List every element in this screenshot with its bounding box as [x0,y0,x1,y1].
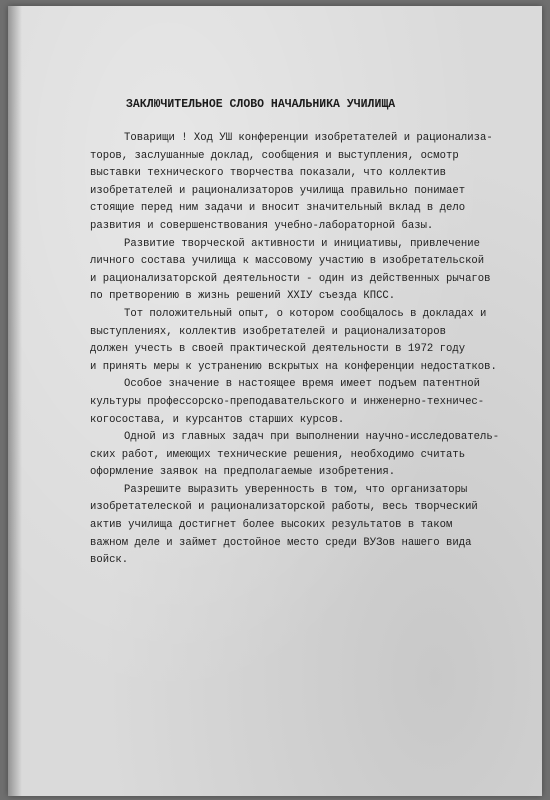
text-line: развития и совершенствования учебно-лабораторной базы. [90,219,434,232]
text-line: выступлениях, коллектив изобретателей и рационализаторов [90,325,447,338]
text-line: торов, заслушанные доклад, сообщения и выступления, осмотр [90,149,459,162]
text-line: изобретателеской и рационализаторской работы, весь творческий [90,501,478,514]
text-line: личного состава училища к массовому участию в изобретательской [90,255,485,268]
document-page [8,6,542,796]
text-line: Товарищи ! Ход УШ конференции изобретателей и рационализа- [124,132,493,144]
text-line: выставки технического творчества показали, что коллектив [90,167,447,180]
text-line: изобретателей и рационализаторов училища правильно понимает [90,184,466,197]
document-title: ЗАКЛЮЧИТЕЛЬНОЕ СЛОВО НАЧАЛЬНИКА УЧИЛИЩА [126,98,396,111]
text-line: по претворению в жизнь решений ХХIУ съезда КПСС. [90,290,396,303]
text-line: Разрешите выразить уверенность в том, что организаторы [124,483,468,496]
text-line: важном деле и займет достойное место среди ВУЗов нашего вида [90,536,472,549]
text-line: оформление заявок на предполагаемые изобретения. [90,466,396,479]
text-line: войск. [90,554,129,567]
text-line: Одной из главных задач при выполнении научно-исследователь- [124,431,500,444]
text-line: культуры профессорско-преподавательского и инженерно-техничес- [90,395,485,408]
text-line: должен учесть в своей практической деятельности в 1972 году [90,343,466,356]
text-line: ских работ, имеющих технические решения, необходимо считать [90,448,466,461]
text-line: стоящие перед ним задачи и вносит значительный вклад в дело [90,202,466,215]
text-line: и рационализаторской деятельности - один из действенных рычагов [90,272,491,285]
text-line: Развитие творческой активности и инициативы, привлечение [124,237,481,250]
text-line: Тот положительный опыт, о котором сообщалось в докладах и [124,307,487,320]
text-line: и принять меры к устранению вскрытых на конференции недостатков. [90,360,497,373]
text-line: Особое значение в настоящее время имеет подъем патентной [124,378,481,391]
document-body [90,130,550,570]
page-edge-shadow [8,6,22,796]
text-line: актив училища достигнет более высоких результатов в таком [90,519,453,532]
text-line: когосостава, и курсантов старших курсов. [90,413,345,426]
